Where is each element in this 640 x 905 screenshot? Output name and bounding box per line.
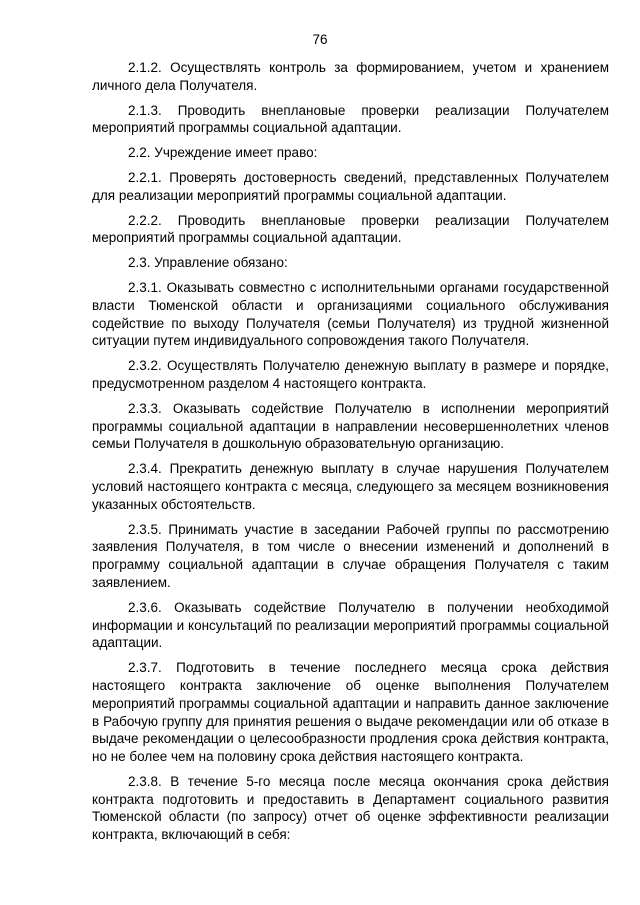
paragraph-2-3-5: 2.3.5. Принимать участие в заседании Рабочей группы по рассмотрению заявления Получателя, в том числе о внесении изменений и дополнений в программу социальной адаптации в случае обращения Получателя с таким заявлением. xyxy=(92,521,609,590)
paragraph-2-3-7: 2.3.7. Подготовить в течение последнего месяца срока действия настоящего контракта заключение об оценке выполнения Получателем мероприятий программы социальной адаптации и направить данное заключение в Рабочую группу для принятия решения о выдаче рекомендации или об отказе в выдаче рекомендации о целесообразности продления срока действия контракта, но не более чем на половину срока действия настоящего контракта. xyxy=(92,660,609,765)
paragraph-2-3-8: 2.3.8. В течение 5-го месяца после месяца окончания срока действия контракта подготовить и предоставить в Департамент социального развития Тюменской области (по запросу) отчет об оценке эффективности реализации контракта, включающий в себя: xyxy=(92,773,609,843)
paragraph-2-3: 2.3. Управление обязано: xyxy=(128,255,288,271)
paragraph-2-3-6: 2.3.6. Оказывать содействие Получателю в получении необходимой информации и консультаций по реализации мероприятий программы социальной адаптации. xyxy=(92,599,609,651)
paragraph-2-3-2: 2.3.2. Осуществлять Получателю денежную выплату в размере и порядке, предусмотренном разделом 4 настоящего контракта. xyxy=(92,358,609,391)
paragraph-2-2-2: 2.2.2. Проводить внеплановые проверки реализации Получателем мероприятий программы социальной адаптации. xyxy=(92,212,609,246)
paragraph-2-3-4: 2.3.4. Прекратить денежную выплату в случае нарушения Получателем условий настоящего контракта с месяца, следующего за месяцем возникновения указанных обстоятельств. xyxy=(92,461,609,512)
paragraph-2-1-2: 2.1.2. Осуществлять контроль за формированием, учетом и хранением личного дела Получателя. xyxy=(92,60,609,93)
paragraph-2-2-1: 2.2.1. Проверять достоверность сведений, представленных Получателем для реализации мероприятий программы социальной адаптации. xyxy=(92,169,609,203)
paragraph-2-1-3: 2.1.3. Проводить внеплановые проверки реализации Получателем мероприятий программы социальной адаптации. xyxy=(92,102,609,136)
paragraph-2-2: 2.2. Учреждение имеет право: xyxy=(128,145,318,161)
paragraph-2-3-3: 2.3.3. Оказывать содействие Получателю в исполнении мероприятий программы социальной адаптации в направлении несовершеннолетних членов семьи Получателя в дошкольную образовательную организацию. xyxy=(92,400,609,452)
page-number: 76 xyxy=(312,32,328,47)
document-body xyxy=(92,59,609,851)
paragraph-2-3-1: 2.3.1. Оказывать совместно с исполнительными органами государственной власти Тюменской области и организациями социального обслуживания содействие по выходу Получателя (семьи Получателя) из трудной жизненной ситуации путем индивидуального сопровождения такого Получателя. xyxy=(92,279,609,349)
